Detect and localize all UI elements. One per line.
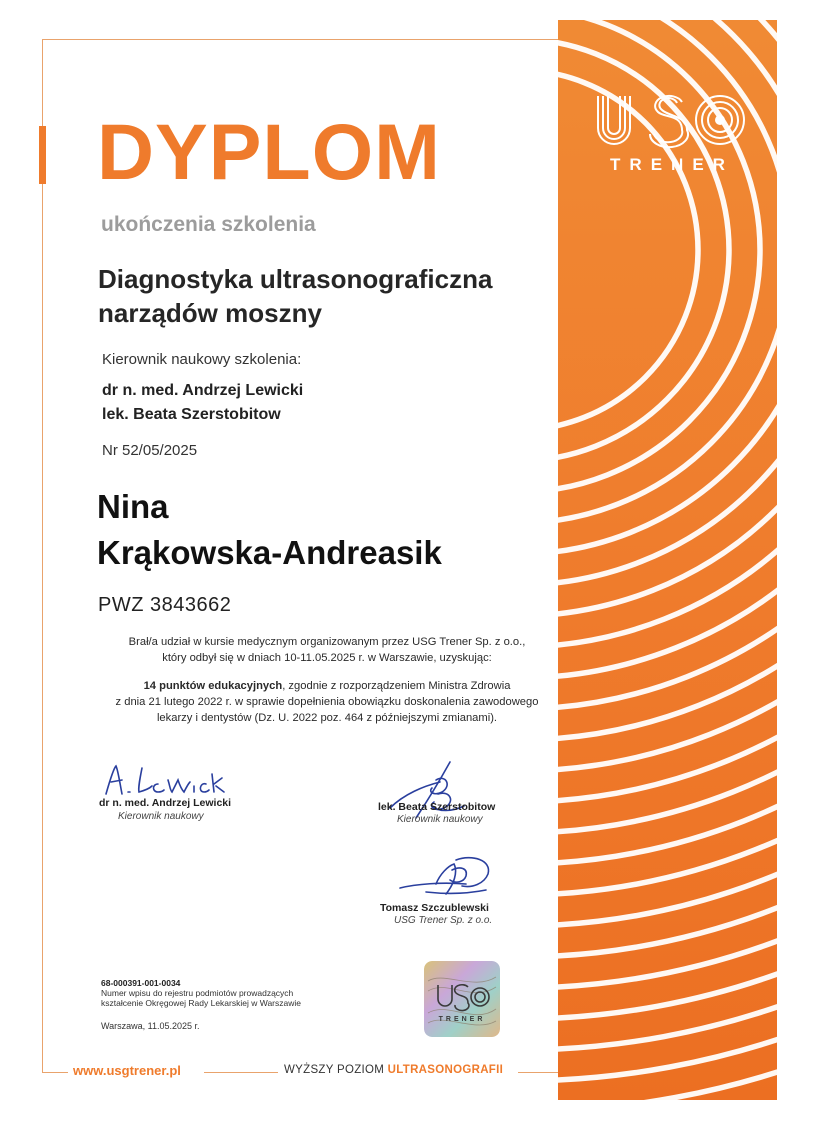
diploma-body: [96, 634, 558, 738]
course-title-line: narządów moszny: [98, 298, 322, 328]
signature-lewicki: [102, 760, 232, 800]
body-line: z dnia 21 lutego 2022 r. w sprawie dopełnienia obowiązku doskonalenia zawodowego: [115, 696, 539, 708]
supervisor-name: lek. Beata Szerstobitow: [102, 406, 281, 423]
signature-name: lek. Beata Szerstobitow: [378, 801, 496, 813]
registry-line: Numer wpisu do rejestru podmiotów prowadzących: [101, 988, 294, 998]
registry-line: kształcenie Okręgowej Rady Lekarskiej w Warszawie: [101, 998, 301, 1008]
supervisors-list: [102, 379, 303, 427]
registry-number: 68-000391-001-0034: [101, 978, 181, 988]
place-and-date: Warszawa, 11.05.2025 r.: [101, 1021, 200, 1031]
registry-description: [101, 988, 341, 1008]
signature-name: dr n. med. Andrzej Lewicki: [99, 797, 232, 809]
body-line: który odbył się w dniach 10-11.05.2025 r. w Warszawie, uzyskując:: [162, 652, 492, 664]
frame-line-top: [42, 39, 560, 40]
slogan: [284, 1064, 503, 1076]
recipient-pwz: PWZ 3843662: [98, 594, 232, 616]
body-line: Brał/a udział w kursie medycznym organizowanym przez USG Trener Sp. z o.o.,: [128, 636, 526, 648]
logo-subtitle: TRENER: [610, 155, 734, 174]
diploma-number: Nr 52/05/2025: [102, 442, 198, 459]
decorative-orange-panel: [558, 20, 777, 1100]
website-link[interactable]: www.usgtrener.pl: [73, 1063, 181, 1078]
frame-line-left: [42, 39, 43, 1072]
points-earned: 14 punktów edukacyjnych: [143, 680, 283, 692]
body-line: lekarzy i dentystów (Dz. U. 2022 poz. 464 z późniejszymi zmianami).: [156, 712, 498, 724]
frame-line-bottom: [204, 1072, 278, 1073]
course-title-line: Diagnostyka ultrasonograficzna: [98, 264, 493, 294]
supervisor-name: dr n. med. Andrzej Lewicki: [102, 382, 304, 399]
title-accent-bar: [39, 126, 46, 184]
course-title: [98, 262, 558, 330]
usg-trener-logo: [592, 90, 752, 180]
slogan-accent: ULTRASONOGRAFII: [387, 1064, 504, 1076]
slogan-prefix: WYŻSZY POZIOM: [284, 1064, 385, 1076]
hologram-seal: [424, 961, 500, 1037]
document-title: DYPLOM: [97, 107, 441, 196]
frame-line-bottom: [518, 1072, 560, 1073]
signature-name: Tomasz Szczublewski: [380, 902, 489, 914]
supervisors-label: Kierownik naukowy szkolenia:: [102, 351, 302, 368]
hologram-text: TRENER: [438, 1016, 486, 1023]
recipient-first-name: Nina: [97, 488, 169, 525]
recipient-name: [97, 484, 442, 576]
signature-role: USG Trener Sp. z o.o.: [394, 915, 493, 926]
signature-szczublewski: [396, 850, 506, 910]
signature-role: Kierownik naukowy: [118, 811, 204, 822]
body-line: , zgodnie z rozporządzeniem Ministra Zdrowia: [282, 680, 511, 692]
frame-line-bottom: [42, 1072, 68, 1073]
recipient-last-name: Krąkowska-Andreasik: [97, 534, 442, 571]
document-subtitle: ukończenia szkolenia: [101, 213, 316, 236]
signature-role: Kierownik naukowy: [397, 814, 483, 825]
